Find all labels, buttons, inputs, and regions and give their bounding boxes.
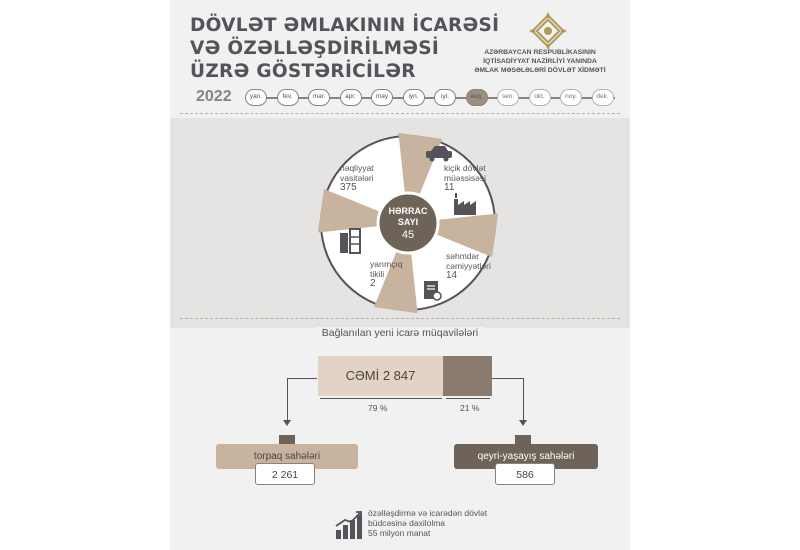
pct-right: 21 % <box>460 403 480 413</box>
pie-center-title <box>318 206 498 228</box>
box-tab <box>279 435 295 444</box>
timeline-year: 2022 <box>196 88 232 105</box>
ministry-line-2: İQTİSADİYYAT NAZİRLİYİ YANINDA <box>483 58 597 65</box>
title-line-3: ÜZRƏ GÖSTƏRİCİLƏR <box>190 61 416 82</box>
connector-left-h <box>287 378 317 379</box>
title-line-2: VƏ ÖZƏLLƏŞDİRİLMƏSİ <box>190 38 440 59</box>
arrow-down-icon <box>519 420 527 426</box>
pct-line-right <box>446 398 490 399</box>
total-bar-share <box>443 356 492 396</box>
page-title <box>190 14 499 83</box>
segment-value: 14 <box>446 270 458 281</box>
ministry-line-1: AZƏRBAYCAN RESPUBLİKASININ <box>484 49 596 56</box>
month-0: yan. <box>245 89 267 106</box>
infographic-page <box>170 0 630 550</box>
connector-right-h <box>492 378 524 379</box>
budget-line-1: özəlləşdirmə və icarədən dövlət <box>368 508 488 518</box>
segment-value: 11 <box>444 182 455 193</box>
divider <box>180 113 620 114</box>
month-11: dek. <box>592 89 614 106</box>
segment-transport <box>340 163 374 193</box>
divider <box>180 318 620 319</box>
title-line-1: DÖVLƏT ƏMLAKININ İCARƏSİ <box>190 15 500 36</box>
box-tab <box>515 435 531 444</box>
segment-value: 2 <box>370 278 376 289</box>
pct-line-left <box>320 398 442 399</box>
month-9: okt. <box>529 89 551 106</box>
segment-label: tikili <box>370 269 385 279</box>
segment-value: 375 <box>340 182 357 193</box>
segment-label: kiçik dövlət <box>444 163 486 173</box>
total-label: CƏMİ 2 847 <box>345 368 416 383</box>
month-6: iyl. <box>434 89 456 106</box>
land-plots-value: 2 261 <box>255 463 315 485</box>
non-residential-value: 586 <box>495 463 555 485</box>
budget-amount: 55 milyon manat <box>368 528 431 538</box>
segment-label: səhmdar <box>446 251 480 261</box>
month-5: iyn. <box>403 89 425 106</box>
leases-section-title <box>170 327 630 339</box>
month-10: noy. <box>560 89 582 106</box>
segment-label: cəmiyyətləri <box>446 261 491 271</box>
segment-label: vasitələri <box>340 173 374 183</box>
budget-line-2: büdcəsinə daxilolma <box>368 518 446 528</box>
connector-right-v <box>523 378 524 422</box>
connector-left-v <box>287 378 288 422</box>
center-title-line-1: HƏRRAC <box>388 206 428 216</box>
segment-joint-stock <box>446 251 491 281</box>
month-8: sen. <box>497 89 519 106</box>
ministry-line-3: ƏMLAK MƏSƏLƏLƏRİ DÖVLƏT XİDMƏTİ <box>474 67 606 74</box>
segment-unfinished-building <box>370 259 403 289</box>
pie-center-value: 45 <box>401 229 415 241</box>
leases-title-text: Bağlanılan yeni icarə müqavilələri <box>316 327 484 339</box>
month-7: avq. <box>466 89 488 106</box>
center-title-line-2: SAYI <box>397 217 419 227</box>
budget-info <box>368 508 487 538</box>
non-residential-label: qeyri-yaşayış sahələri <box>454 444 598 469</box>
segment-small-enterprise <box>444 163 486 193</box>
month-1: fev. <box>277 89 299 106</box>
auction-pie <box>318 133 498 313</box>
pct-left: 79 % <box>368 403 388 413</box>
month-3: apr. <box>340 89 362 106</box>
month-4: may <box>371 89 393 106</box>
segment-label: nəqliyyat <box>340 163 374 173</box>
land-plots-label: torpaq sahələri <box>216 444 358 469</box>
growth-chart-icon <box>335 510 363 540</box>
month-2: mar. <box>308 89 330 106</box>
segment-label: yarımçıq <box>370 259 403 269</box>
arrow-down-icon <box>283 420 291 426</box>
ministry-name <box>460 48 620 75</box>
segment-label: müəssisəsi <box>444 173 487 183</box>
